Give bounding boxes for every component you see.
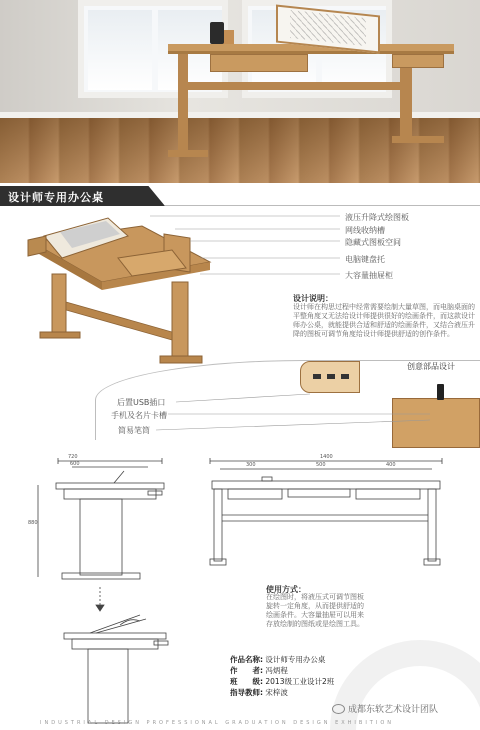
dim-front-top: 1400 — [320, 454, 333, 460]
description-heading: 设计说明： — [293, 294, 333, 303]
decorative-circle — [330, 640, 480, 730]
usage-drawing — [50, 585, 180, 725]
detail-label-pen: 简易笔筒 — [118, 426, 150, 435]
info-row-author: 作 者: 冯炳程 — [230, 666, 288, 675]
wechat-icon — [332, 704, 345, 714]
info-row-teacher: 指导教师: 宋梓波 — [230, 688, 288, 697]
detail-label-usb: 后置USB插口 — [117, 398, 166, 407]
detail-label-slot: 手机及名片卡槽 — [111, 411, 167, 420]
callout-lines — [0, 0, 480, 300]
callout-2: 网线收纳槽 — [345, 226, 385, 235]
info-row-class: 班 级: 2013级工业设计2班 — [230, 677, 335, 686]
description-body: 设计师在构思过程中经常需要绘制大量草图，而电脑桌面的平整角度又无法给设计师提供很好的绘画条件，而这款设计师办公桌，就能提供合适和舒适的绘画条件，又结合液压升降的图板可调节角度给设计师提供舒适的创作条件。 — [293, 303, 475, 338]
dim-side-top: 720 — [68, 454, 78, 460]
usage-body: 在绘图时，将液压式可调节图板旋转一定角度，从而提供舒适的绘画条件。大容量抽屉可以用来存放绘制的图纸或是绘图工具。 — [266, 593, 364, 628]
info-row-work: 作品名称: 设计师专用办公桌 — [230, 655, 326, 664]
side-view-drawing — [28, 455, 178, 585]
brand-name: 成都东软艺术设计团队 — [348, 705, 439, 715]
callout-5: 大容量抽屉柜 — [345, 271, 393, 280]
work-info — [230, 654, 334, 698]
dim-side-height: 880 — [28, 520, 38, 526]
callout-4: 电脑键盘托 — [345, 255, 385, 264]
usage-heading: 使用方式： — [266, 585, 306, 594]
detail-title: 创意部品设计 — [407, 362, 455, 371]
dim-front-part-1: 300 — [246, 462, 256, 468]
dim-side-inner: 600 — [70, 461, 80, 467]
brand — [332, 702, 438, 715]
detail-callout-lines — [0, 380, 480, 460]
page-title: 设计师专用办公桌 — [8, 191, 104, 204]
front-view-drawing — [206, 455, 446, 575]
footer-tagline: INDUSTRIAL DESIGN PROFESSIONAL GRADUATION DESIGN EXHIBITION — [40, 720, 395, 726]
dim-front-part-3: 400 — [386, 462, 396, 468]
dim-front-part-2: 500 — [316, 462, 326, 468]
callout-1: 液压升降式绘图板 — [345, 213, 409, 222]
callout-3: 隐藏式图板空间 — [345, 238, 401, 247]
